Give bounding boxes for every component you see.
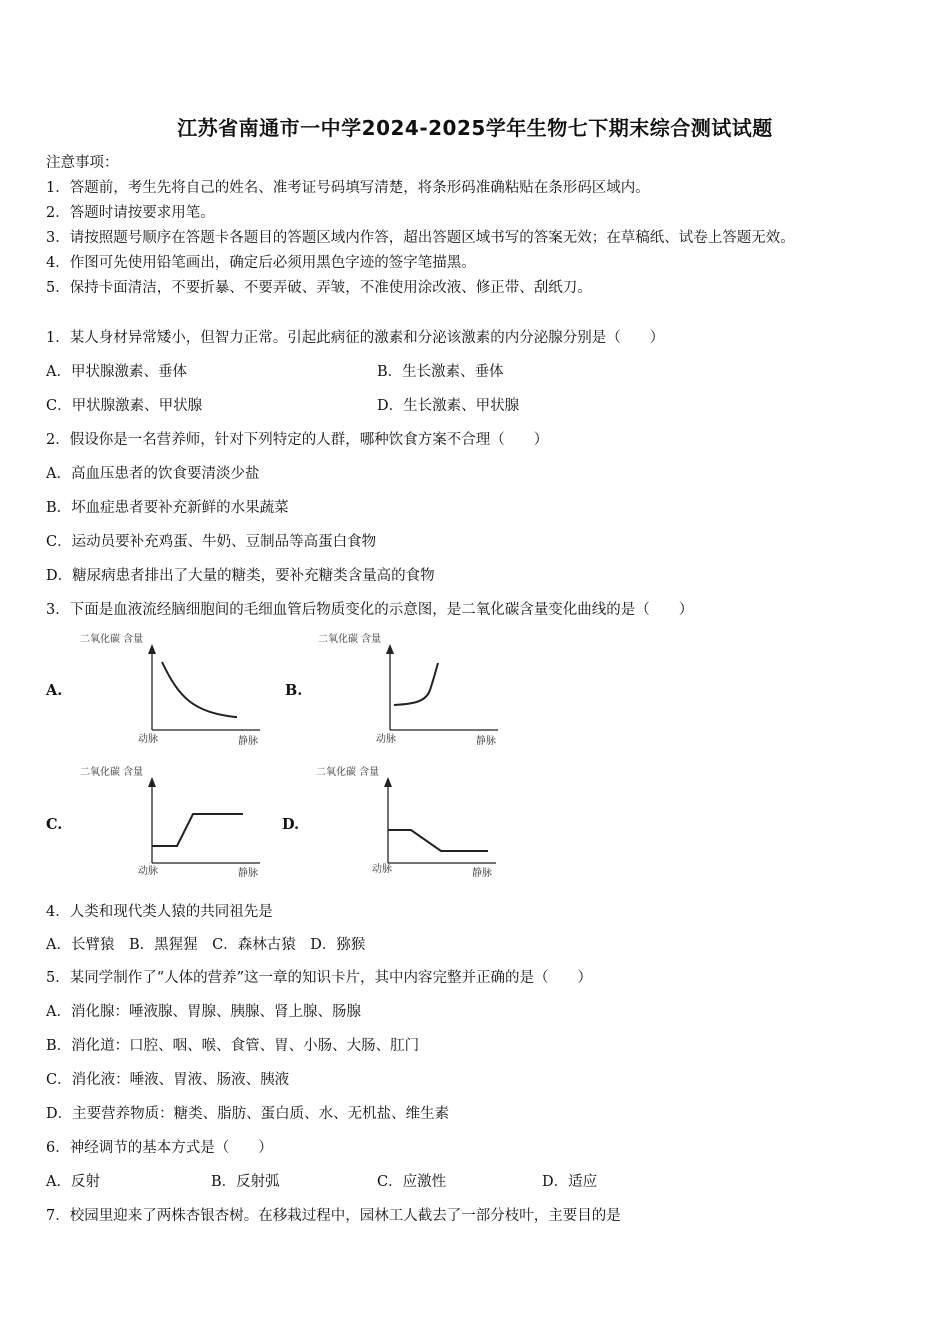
q5-option-d[interactable]: D．主要营养物质：糖类、脂肪、蛋白质、水、无机盐、维生素 (46, 1106, 450, 1122)
notice-item: 4．作图可先使用铅笔画出，确定后必须用黑色字迹的签字笔描黑。 (46, 255, 476, 271)
q6-option-a[interactable]: A．反射 (46, 1174, 100, 1190)
graph-curve (394, 663, 438, 705)
q3-graph-c[interactable] (80, 763, 270, 878)
notice-heading: 注意事项： (46, 155, 119, 171)
question-3-stem: 3．下面是血液流经脑细胞间的毛细血管后物质变化的示意图，是二氧化碳含量变化曲线的是（ ） (46, 602, 694, 618)
question-2-stem: 2．假设你是一名营养师，针对下列特定的人群，哪种饮食方案不合理（ ） (46, 432, 549, 448)
q3-option-d-label[interactable]: D. (282, 816, 300, 833)
q1-option-c[interactable]: C．甲状腺激素、甲状腺 (46, 398, 203, 414)
graph-xend: 静脉 (472, 868, 492, 879)
notice-item: 2．答题时请按要求用笔。 (46, 205, 215, 221)
q2-option-c[interactable]: C．运动员要补充鸡蛋、牛奶、豆制品等高蛋白食物 (46, 534, 377, 550)
graph-curve (162, 662, 237, 717)
graph-ylabel: 二氧化碳 含量 (80, 767, 144, 778)
q4-options[interactable]: A．长臂猿 B．黑猩猩 C．森林古猿 D．猕猴 (46, 937, 366, 953)
question-1-stem: 1．某人身材异常矮小，但智力正常。引起此病征的激素和分泌该激素的内分泌腺分别是（ ） (46, 330, 665, 346)
graph-xstart: 动脉 (376, 734, 396, 745)
q5-option-a[interactable]: A．消化腺：唾液腺、胃腺、胰腺、肾上腺、肠腺 (46, 1004, 361, 1020)
q1-option-a[interactable]: A．甲状腺激素、垂体 (46, 364, 187, 380)
q3-option-c-label[interactable]: C. (46, 816, 63, 833)
q3-graph-b[interactable] (318, 630, 508, 745)
graph-xend: 静脉 (238, 736, 258, 747)
graph-curve (388, 830, 488, 851)
q1-option-b[interactable]: B．生长激素、垂体 (377, 364, 504, 380)
graph-ylabel: 二氧化碳 含量 (318, 634, 382, 645)
graph-ylabel: 二氧化碳 含量 (80, 634, 144, 645)
question-5-stem: 5．某同学制作了“人体的营养”这一章的知识卡片，其中内容完整并正确的是（ ） (46, 970, 593, 986)
q3-option-a-label[interactable]: A. (46, 682, 63, 699)
q2-option-a[interactable]: A．高血压患者的饮食要清淡少盐 (46, 466, 260, 482)
graph-xend: 静脉 (238, 868, 258, 879)
q5-option-b[interactable]: B．消化道：口腔、咽、喉、食管、胃、小肠、大肠、肛门 (46, 1038, 420, 1054)
q3-graph-a[interactable] (80, 630, 270, 745)
q2-option-d[interactable]: D．糖尿病患者排出了大量的糖类，要补充糖类含量高的食物 (46, 568, 435, 584)
q1-option-d[interactable]: D．生长激素、甲状腺 (377, 398, 520, 414)
graph-xstart: 动脉 (372, 864, 392, 875)
notice-item: 3．请按照题号顺序在答题卡各题目的答题区域内作答，超出答题区域书写的答案无效；在草稿纸、试卷上答题无效。 (46, 230, 795, 246)
graph-curve (152, 814, 243, 846)
notice-item: 5．保持卡面清洁，不要折暴、不要弄破、弄皱，不准使用涂改液、修正带、刮纸刀。 (46, 280, 592, 296)
q3-option-b-label[interactable]: B. (285, 682, 303, 699)
question-4-stem: 4．人类和现代类人猿的共同祖先是 (46, 904, 273, 920)
q6-option-b[interactable]: B．反射弧 (211, 1174, 280, 1190)
graph-xstart: 动脉 (138, 734, 158, 745)
q6-option-c[interactable]: C．应激性 (377, 1174, 447, 1190)
q5-option-c[interactable]: C．消化液：唾液、胃液、肠液、胰液 (46, 1072, 290, 1088)
q3-graph-d[interactable] (316, 763, 506, 878)
question-7-stem: 7．校园里迎来了两株杏银杏树。在移栽过程中，园林工人截去了一部分枝叶，主要目的是 (46, 1208, 621, 1224)
question-6-stem: 6．神经调节的基本方式是（ ） (46, 1140, 273, 1156)
q2-option-b[interactable]: B．坏血症患者要补充新鲜的水果蔬菜 (46, 500, 289, 516)
page-title: 江苏省南通市一中学2024-2025学年生物七下期末综合测试试题 (177, 116, 773, 140)
graph-xend: 静脉 (476, 736, 496, 747)
graph-xstart: 动脉 (138, 866, 158, 877)
q6-option-d[interactable]: D．适应 (542, 1174, 598, 1190)
graph-ylabel: 二氧化碳 含量 (316, 767, 380, 778)
notice-item: 1．答题前，考生先将自己的姓名、准考证号码填写清楚，将条形码准确粘贴在条形码区域内。 (46, 180, 650, 196)
